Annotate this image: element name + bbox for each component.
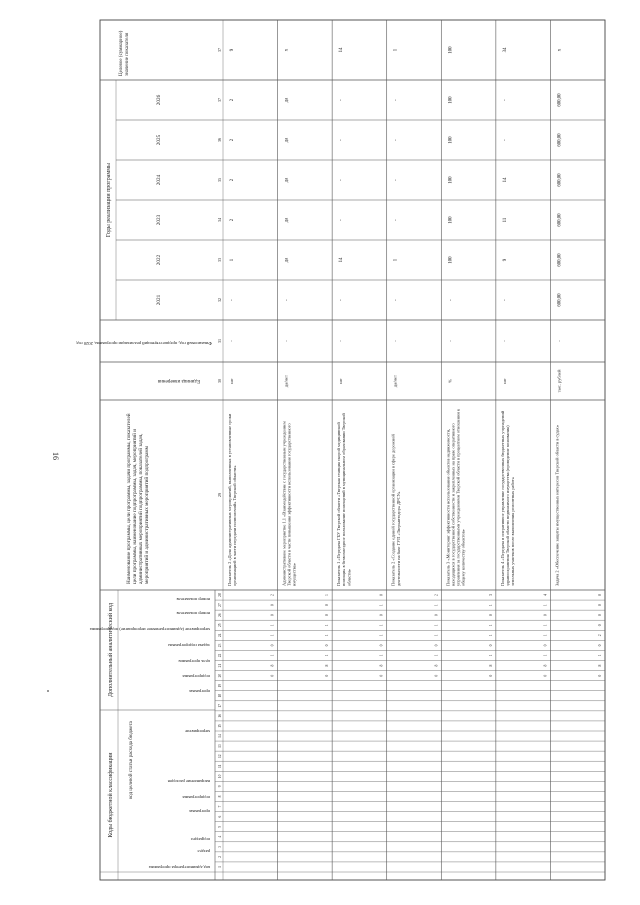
row-year-value: - (502, 139, 508, 141)
row-target: 9 (230, 48, 235, 52)
row-year-value: 14 (339, 257, 345, 263)
row-name: Показатель 2 «Создание единой государственной организации в сфере дорожнойдеятельности на базе ГУП «Тверьавтодор» ДРСУ» (390, 434, 401, 586)
column-number: 32 (217, 298, 222, 302)
row-code-digit: 4 (543, 594, 548, 596)
row-year-value: да (284, 257, 290, 263)
row-code-digit: 0 (488, 674, 493, 677)
row-year-value: 2 (230, 218, 235, 222)
column-number: 23 (218, 643, 222, 648)
extra-code-header: Дополнительный аналитический код (108, 602, 114, 698)
row-year-value: 100 (448, 96, 454, 104)
code-subheader: программа (189, 689, 210, 694)
row-fin-year: - (501, 340, 507, 342)
row-code-digit: 1 (379, 634, 384, 637)
row-code-digit: 2 (270, 594, 275, 596)
row-code-digit: 0 (325, 614, 330, 617)
row-code-digit: 1 (434, 604, 439, 607)
column-number: 26 (218, 613, 222, 617)
row-name: Административное мероприятие 1.1 «Взаимодействие с государственным учреждениемТверской области в части повышения эффективности использования государственногоимущества» (281, 421, 297, 586)
row-year-value: - (393, 99, 399, 101)
code-subheader: номер показателя (176, 611, 210, 616)
row-year-value: 2 (230, 178, 235, 182)
row-code-digit: 1 (488, 604, 493, 607)
row-year-value: - (339, 299, 345, 301)
row-code-digit: 1 (543, 634, 548, 637)
column-number: 34 (217, 218, 222, 222)
row-year-value: 600,00 (557, 213, 563, 227)
column-number: 21 (218, 663, 222, 668)
row-code-digit: 1 (488, 624, 493, 627)
row-year-value: - (284, 299, 290, 301)
column-number: 25 (218, 623, 222, 628)
row-unit: шт (501, 378, 507, 384)
code-subheader: мероприятие (административное мероприятие) подпрограммы (89, 627, 210, 632)
column-number: 29 (217, 493, 222, 497)
row-code-digit: 0 (488, 614, 493, 617)
column-number: 6 (218, 815, 222, 818)
row-name: Показатель 1 «Передача ГБУ Тверской области «Тверская станция скорой медицинскойпомощи» в безвозмездное пользование помещений в муниципальном образовании Тверскойобласти» (336, 413, 352, 586)
row-year-value: 100 (448, 136, 454, 144)
row-year-value: - (393, 139, 399, 141)
column-number: 11 (218, 764, 222, 768)
row-name: Задача 2 «Обеспечение защиты имущественных интересов Тверской области в судах» (554, 425, 560, 586)
row-code-digit: 0 (379, 594, 384, 596)
year-header: 2025 (156, 134, 162, 146)
row-code-digit: 0 (543, 674, 548, 677)
row-year-value: 11 (502, 217, 508, 223)
row-year-value: - (339, 139, 345, 141)
row-code-digit: 1 (488, 634, 493, 637)
code-subheader: код администратора программы (148, 865, 210, 870)
code-subheader: подпрограмма (182, 795, 210, 800)
row-target: 34 (502, 47, 508, 53)
row-code-digit: 0 (598, 594, 602, 596)
row-code-digit: 1 (325, 654, 330, 657)
target-column-header: Целевое (суммарное)значение показателя (119, 30, 130, 76)
target-article-header: код целевой статьи расхода бюджета (129, 721, 134, 799)
code-subheader: направление расходов (167, 779, 210, 784)
row-target: х (557, 48, 563, 52)
row-year-value: 1 (393, 258, 399, 262)
row-code-digit: 0 (270, 644, 275, 647)
year-header: 2026 (156, 94, 162, 106)
code-subheader: программа (189, 809, 210, 814)
column-number: 15 (218, 724, 222, 728)
code-subheader: подпрограмма (182, 674, 210, 679)
row-year-value: 100 (448, 256, 454, 264)
row-year-value: - (339, 179, 345, 181)
row-code-digit: 0 (270, 604, 275, 607)
row-code-digit: 0 (379, 674, 384, 677)
column-number: 10 (218, 774, 222, 779)
row-year-value: 100 (448, 216, 454, 224)
row-code-digit: 0 (379, 644, 384, 647)
row-year-value: да (284, 137, 290, 143)
column-number: 8 (218, 795, 222, 798)
row-fin-year: - (283, 340, 289, 342)
row-code-digit: 1 (543, 604, 548, 607)
column-number: 28 (218, 593, 222, 597)
row-code-digit: 0 (598, 624, 602, 627)
column-number: 4 (218, 835, 222, 838)
row-code-digit: 2 (434, 594, 439, 596)
row-year-value: 2 (230, 98, 235, 102)
row-code-digit: 1 (325, 624, 330, 627)
row-code-digit: 1 (270, 634, 275, 637)
row-unit: да/нет (283, 374, 289, 388)
row-year-value: - (502, 299, 508, 301)
row-year-value: 600,00 (557, 293, 563, 307)
column-number: 16 (218, 714, 222, 718)
row-year-value: - (230, 299, 235, 301)
row-code-digit: 0 (488, 644, 493, 647)
column-number: 27 (218, 603, 222, 607)
row-unit: да/нет (392, 374, 398, 388)
row-code-digit: 0 (598, 604, 602, 607)
row-code-digit: 1 (379, 624, 384, 627)
row-code-digit: 1 (270, 624, 275, 627)
column-number: 1 (218, 866, 222, 868)
column-number: 20 (218, 673, 222, 678)
row-code-digit: 0 (543, 614, 548, 617)
column-number: 12 (218, 754, 222, 758)
row-code-digit: 8 (488, 664, 493, 667)
row-code-digit: 1 (598, 654, 602, 657)
row-code-digit: 1 (325, 594, 330, 596)
row-year-value: - (393, 299, 399, 301)
row-year-value: - (502, 99, 508, 101)
row-code-digit: 8 (379, 664, 384, 667)
code-subheader: подраздел (190, 837, 210, 842)
row-year-value: 2 (230, 138, 235, 142)
row-fin-year: - (392, 340, 398, 342)
row-year-value: - (393, 219, 399, 221)
row-code-digit: 0 (434, 644, 439, 647)
unit-column-header: Единица измерения (157, 378, 200, 383)
page-number: 16 (51, 452, 60, 460)
column-number: 30 (217, 379, 222, 383)
row-code-digit: 1 (434, 624, 439, 627)
column-number: 33 (217, 258, 222, 262)
row-code-digit: 0 (379, 614, 384, 617)
row-year-value: 14 (502, 177, 508, 183)
row-code-digit: 0 (543, 644, 548, 647)
column-number: 14 (218, 734, 222, 738)
name-column-header: Наименование программы, цели программы, задачи программы, показателейцели программы, наименование подпрограммы, задач, мероприятий иадминистративных мероприятий подпрограммы, показателей задач,мероприятий и административных мероприятий подпрограмм (126, 413, 150, 584)
row-code-digit: 1 (488, 654, 493, 657)
row-year-value: - (339, 99, 345, 101)
row-year-value: - (339, 219, 345, 221)
year-header: 2024 (156, 174, 162, 186)
years-group-header: Годы реализации программы (106, 162, 112, 238)
row-code-digit: 8 (434, 664, 439, 667)
row-name: Показатель 4 «Передача в оперативное управление государственных бюджетных учрежденийздравоохранения Тверской области недвижимого имущества (проведение межевания)земельных участков после выполнения ремонтных работ» (499, 410, 515, 586)
column-number: 31 (217, 339, 222, 343)
row-code-digit: 2 (598, 634, 602, 637)
row-year-value: - (393, 179, 399, 181)
row-code-digit: 0 (598, 674, 602, 677)
row-fin-year: - (556, 340, 562, 342)
row-target: 14 (339, 47, 345, 53)
code-subheader: задача подпрограммы (168, 643, 210, 648)
row-unit: % (447, 379, 453, 383)
row-code-digit: 8 (543, 664, 548, 667)
row-fin-year: - (229, 340, 234, 342)
row-target: 100 (448, 46, 454, 54)
row-year-value: да (284, 177, 290, 183)
row-code-digit: 0 (434, 614, 439, 617)
row-code-digit: 0 (325, 644, 330, 647)
row-code-digit: 0 (270, 674, 275, 677)
column-number: 37 (217, 98, 222, 102)
row-code-digit: 8 (598, 664, 602, 667)
column-number: 35 (217, 178, 222, 182)
code-subheader: мероприятие (185, 729, 210, 734)
year-header: 2021 (156, 294, 162, 306)
row-code-digit: 0 (325, 674, 330, 677)
column-number: 17 (218, 704, 222, 708)
row-code-digit: 0 (598, 614, 602, 617)
row-year-value: 600,00 (557, 133, 563, 147)
row-code-digit: 1 (325, 634, 330, 637)
row-code-digit: 1 (379, 604, 384, 607)
code-subheader: номер показателя (176, 597, 210, 602)
row-year-value: да (284, 217, 290, 223)
row-name: Показатель 2 «Доля административных мероприятий, выполненных в установленные срокиорганизацией в части передачи полномочий» Тверской области» (227, 413, 238, 586)
row-code-digit: 1 (270, 654, 275, 657)
codes-group-header: Коды бюджетной классификации (108, 752, 114, 838)
row-code-digit: 1 (379, 654, 384, 657)
year-header: 2022 (156, 254, 162, 266)
row-code-digit: 8 (270, 664, 275, 667)
row-name: Показатель 3 «Мониторинг эффективности использования объектов недвижимости,находящихся в государственной собственности и закрепленных на праве оперативногоуправления за государственными учреждениями Тверской области в процентном отношении кобщему количеству объектов» (445, 408, 466, 586)
row-unit: тыс. рублей (556, 369, 562, 393)
code-subheader: раздел (197, 849, 210, 854)
column-number: 9 (218, 785, 222, 788)
row-code-digit: 0 (598, 644, 602, 647)
row-code-digit: 0 (270, 614, 275, 617)
row-year-value: 100 (448, 176, 454, 184)
row-year-value: 9 (502, 258, 508, 262)
column-number: 7 (218, 805, 222, 808)
column-number: 37 (217, 48, 222, 52)
column-number: 13 (218, 744, 222, 748)
row-code-digit: 0 (325, 604, 330, 607)
row-year-value: 600,00 (557, 93, 563, 107)
row-code-digit: 0 (434, 674, 439, 677)
row-year-value: - (448, 299, 454, 301)
row-year-value: да (284, 97, 290, 103)
row-year-value: 1 (230, 258, 235, 262)
row-fin-year: - (338, 340, 344, 342)
row-year-value: 600,00 (557, 173, 563, 187)
row-year-value: 600,00 (557, 253, 563, 267)
row-target: х (284, 48, 290, 52)
column-number: 36 (217, 138, 222, 142)
row-code-digit: 1 (434, 634, 439, 637)
row-code-digit: 3 (488, 594, 493, 596)
column-number: 24 (218, 633, 222, 638)
column-number: 22 (218, 653, 222, 658)
column-number: 19 (218, 683, 222, 688)
row-code-digit: 1 (543, 654, 548, 657)
column-number: 5 (218, 825, 222, 828)
column-number: 3 (218, 845, 222, 848)
year-header: 2023 (156, 214, 162, 226)
fin-year-header: Финансовый год, предшествующий реализации программы, 2020 год (76, 341, 212, 346)
row-target: 1 (393, 48, 399, 52)
row-code-digit: 8 (325, 664, 330, 667)
row-unit: шт (338, 378, 344, 384)
row-code-digit: 1 (434, 654, 439, 657)
column-number: 2 (218, 855, 222, 858)
row-unit: шт (229, 378, 234, 384)
row-code-digit: 1 (543, 624, 548, 627)
row-fin-year: - (447, 340, 453, 342)
code-subheader: цель программы (178, 659, 210, 664)
column-number: 18 (218, 693, 222, 698)
